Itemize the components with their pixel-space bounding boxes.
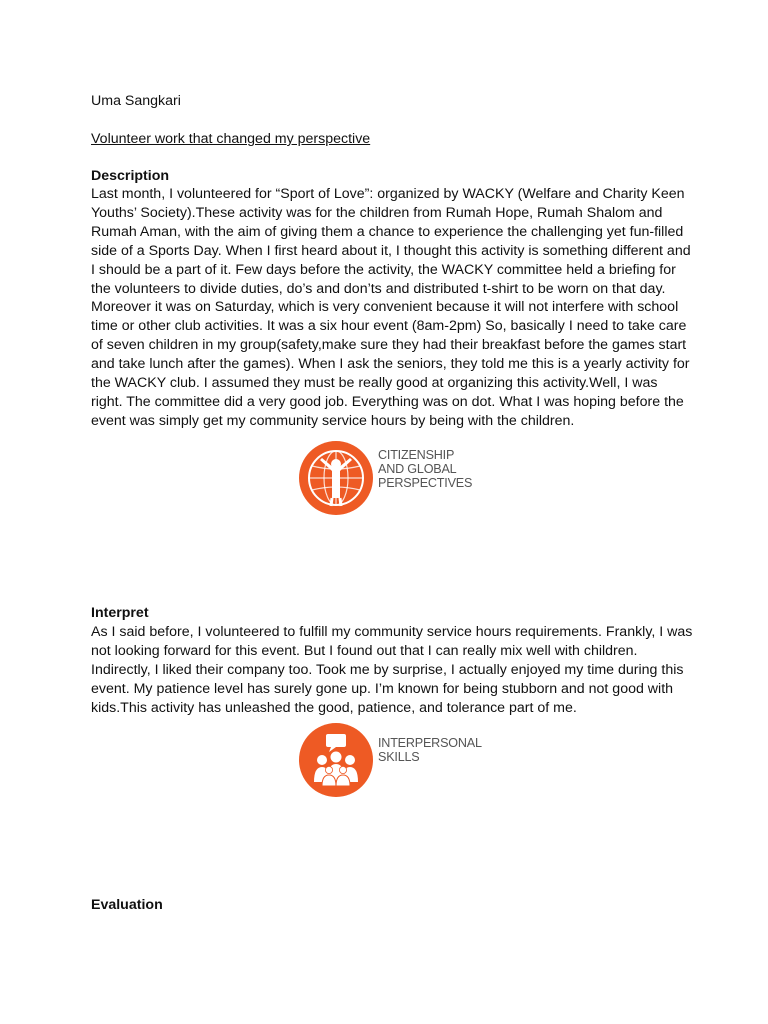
text-line: not looking forward for this event. But I found out that I can really mix well with children.	[91, 642, 638, 659]
text-line: side of a Sports Day. When I first heard about it, I thought this activity is something different and	[91, 242, 691, 259]
interpret-heading: Interpret	[91, 605, 149, 621]
citizenship-badge	[298, 440, 478, 520]
text-line: Youths’ Society).These activity was for the children from Rumah Hope, Rumah Shalom and	[91, 204, 663, 221]
description-heading: Description	[91, 168, 170, 184]
badge-label-line: AND GLOBAL	[378, 462, 457, 476]
citizenship-label	[378, 448, 472, 490]
text-line: Indirectly, I liked their company too. Took me by surprise, I actually enjoyed my time during this	[91, 661, 684, 678]
badge-label-line: PERSPECTIVES	[378, 476, 473, 490]
text-line: and take lunch after the games). When I ask the seniors, they told me this is a yearly activity for	[91, 356, 690, 373]
badge-label-line: SKILLS	[378, 750, 420, 764]
interpersonal-group-icon	[298, 722, 374, 798]
text-line: I should be a part of it. Few days before the activity, the WACKY committee held a briefing for	[91, 261, 676, 278]
description-paragraph	[91, 185, 691, 431]
interpersonal-label	[378, 736, 482, 764]
author-name: Uma Sangkari	[91, 93, 181, 109]
interpersonal-badge	[298, 722, 482, 802]
interpret-paragraph	[91, 623, 693, 718]
text-line: the volunteers to divide duties, do’s and don’ts and distributed t-shirt to be worn on that day.	[91, 280, 666, 297]
text-line: time or other club activities. It was a six hour event (8am-2pm) So, basically I need to take care	[91, 318, 687, 335]
badge-label-line: INTERPERSONAL	[378, 736, 482, 750]
text-line: Rumah Aman, with the aim of giving them a chance to experience the challenging yet fun-filled	[91, 223, 684, 240]
evaluation-heading: Evaluation	[91, 897, 163, 913]
text-line: Last month, I volunteered for “Sport of Love”: organized by WACKY (Welfare and Charity Keen	[91, 186, 685, 202]
text-line: of seven children in my group(safety,make sure they had their breakfast before the games start	[91, 337, 687, 354]
text-line: event. My patience level has surely gone up. I’m known for being stubborn and not good with	[91, 680, 674, 697]
citizenship-globe-icon	[298, 440, 374, 516]
document-title: Volunteer work that changed my perspective	[91, 131, 371, 147]
text-line: As I said before, I volunteered to fulfill my community service hours requirements. Frankly, I was	[91, 624, 693, 640]
text-line: Moreover it was on Saturday, which is very convenient because it will not interfere with school	[91, 299, 679, 316]
text-line: event was simply get my community service hours by being with the children.	[91, 412, 575, 429]
badge-label-line: CITIZENSHIP	[378, 448, 455, 462]
text-line: kids.This activity has unleashed the good, patience, and tolerance part of me.	[91, 699, 577, 716]
text-line: the WACKY club. I assumed they must be really good at organizing this activity.Well, I was	[91, 375, 658, 392]
text-line: right. The committee did a very good job. Everything was on dot. What I was hoping before the	[91, 393, 684, 410]
